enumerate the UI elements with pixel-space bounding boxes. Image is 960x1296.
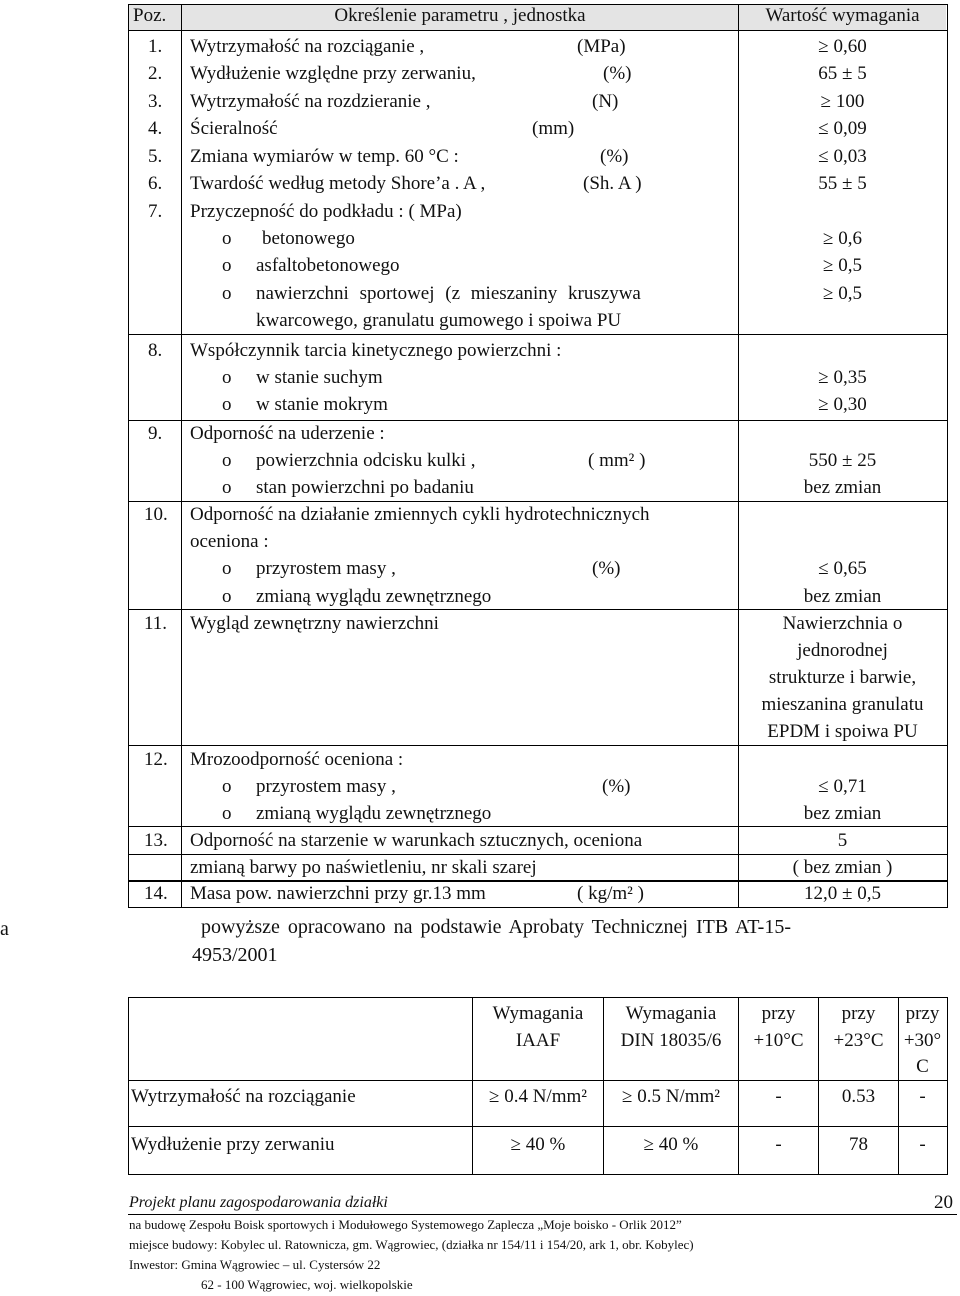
sub-item-unit: (%) (602, 776, 631, 797)
sub-item: w stanie suchym (256, 367, 383, 388)
sub-item: zmianą wyglądu zewnętrznego (256, 586, 492, 607)
row-value: bez zmian (803, 586, 882, 607)
bullet: o (222, 255, 232, 276)
row-label: Wytrzymałość na rozciąganie (131, 1086, 356, 1107)
row-name: Współczynnik tarcia kinetycznego powierzchni : (190, 340, 562, 361)
source-note: powyższe opracowano na podstawie Aprobaty Technicznej ITB AT-15- (201, 916, 791, 938)
row-value: ≤ 0,03 (818, 146, 867, 167)
row-value: ≥ 0,5 (823, 255, 862, 276)
col-header-din-l2: DIN 18035/6 (620, 1030, 722, 1051)
row-name: Ścieralność (190, 118, 278, 139)
row-number: 12. (144, 749, 168, 770)
bullet: o (222, 367, 232, 388)
col-header-30c-l3: C (916, 1056, 929, 1077)
row-value: ≥ 0,35 (818, 367, 867, 388)
col-header-iaaf-l1: Wymagania (492, 1003, 584, 1024)
row-name: Wytrzymałość na rozciąganie , (190, 36, 425, 57)
row-name: Odporność na starzenie w warunkach sztucznych, oceniona (190, 830, 643, 851)
sub-item-unit: (%) (592, 558, 621, 579)
header-param: Określenie parametru , jednostka (334, 5, 586, 26)
row-value: 550 ± 25 (808, 450, 877, 471)
row-number: 7. (148, 201, 163, 222)
sub-item: stan powierzchni po badaniu (256, 477, 474, 498)
cell: 0.53 (841, 1086, 876, 1107)
bullet: o (222, 803, 232, 824)
cell: 78 (849, 1134, 868, 1155)
row-unit: (MPa) (577, 36, 626, 57)
page-number: 20 (934, 1192, 953, 1213)
row-value-line: strukturze i barwie, (768, 667, 917, 688)
bullet: o (222, 477, 232, 498)
row-value: ≤ 0,09 (818, 118, 867, 139)
col-header-23c-l2: +23°C (833, 1030, 884, 1051)
header-pos: Poz. (133, 5, 167, 26)
row-name: Wydłużenie względne przy zerwaniu, (190, 63, 476, 84)
row-number: 6. (148, 173, 163, 194)
source-note-continued: 4953/2001 (192, 944, 278, 966)
row-name: Mrozoodporność oceniona : (190, 749, 404, 770)
row-value: ≤ 0,71 (818, 776, 867, 797)
cell: ≥ 40 % (510, 1134, 566, 1155)
footer-rule (128, 1214, 957, 1215)
sub-item: przyrostem masy , (256, 776, 396, 797)
col-header-30c-l1: przy (905, 1003, 940, 1024)
row-number: 2. (148, 63, 163, 84)
col-header-din-l1: Wymagania (625, 1003, 717, 1024)
bullet: o (222, 394, 232, 415)
sub-item: zmianą wyglądu zewnętrznego (256, 803, 492, 824)
sub-item: betonowego (262, 228, 355, 249)
bullet: o (222, 450, 232, 471)
row-number: 9. (148, 423, 163, 444)
cell: ≥ 40 % (643, 1134, 699, 1155)
col-header-23c-l1: przy (841, 1003, 876, 1024)
row-value-line: jednorodnej (797, 640, 888, 661)
row-value: 55 ± 5 (818, 173, 867, 194)
row-name-continued: zmianą barwy po naświetleniu, nr skali szarej (190, 857, 537, 878)
row-number: 13. (144, 830, 168, 851)
sub-item-continued: kwarcowego, granulatu gumowego i spoiwa PU (256, 310, 622, 331)
row-value: 5 (837, 830, 848, 851)
col-header-10c-l1: przy (761, 1003, 796, 1024)
row-label: Wydłużenie przy zerwaniu (131, 1134, 335, 1155)
cell: - (919, 1086, 926, 1107)
row-name-continued: oceniona : (190, 531, 269, 552)
row-number: 4. (148, 118, 163, 139)
row-unit: (N) (592, 91, 619, 112)
header-value: Wartość wymagania (765, 5, 920, 26)
footer-line: na budowę Zespołu Boisk sportowych i Modułowego Systemowego Zaplecza „Moje boisko - Orlik 2012” (129, 1217, 682, 1232)
col-header-10c-l2: +10°C (753, 1030, 804, 1051)
row-value: ≥ 0,60 (818, 36, 867, 57)
bullet: o (222, 283, 232, 304)
row-value: ≥ 0,6 (823, 228, 862, 249)
bullet: o (222, 558, 232, 579)
sub-item: powierzchnia odcisku kulki , (256, 450, 476, 471)
col-header-30c-l2: +30° (903, 1030, 942, 1051)
row-value: ≤ 0,65 (818, 558, 867, 579)
row-unit: (mm) (532, 118, 575, 139)
sub-item: w stanie mokrym (256, 394, 388, 415)
row-unit: (%) (603, 63, 632, 84)
row-value: ≥ 100 (820, 91, 865, 112)
row-name: Twardość według metody Shore’a . A , (190, 173, 486, 194)
row-number: 5. (148, 146, 163, 167)
col-header-iaaf-l2: IAAF (515, 1030, 561, 1051)
footer-line: miejsce budowy: Kobylec ul. Ratownicza, gm. Wągrowiec, (działka nr 154/11 i 154/20, ark 1, obr. Kobylec) (129, 1237, 694, 1252)
bullet: o (222, 228, 232, 249)
margin-mark: a (0, 918, 9, 940)
bullet: o (222, 776, 232, 797)
bullet: o (222, 586, 232, 607)
row-unit: (%) (600, 146, 629, 167)
row-name: Zmiana wymiarów w temp. 60 °C : (190, 146, 459, 167)
footer-line: 62 - 100 Wągrowiec, woj. wielkopolskie (201, 1277, 413, 1292)
row-name: Odporność na działanie zmiennych cykli hydrotechnicznych (190, 504, 650, 525)
sub-item: asfaltobetonowego (256, 255, 400, 276)
row-value: ≥ 0,30 (818, 394, 867, 415)
cell: - (775, 1086, 782, 1107)
cell: ≥ 0.4 N/mm² (489, 1086, 587, 1107)
row-value: 65 ± 5 (818, 63, 867, 84)
row-name: Odporność na uderzenie : (190, 423, 385, 444)
cell: ≥ 0.5 N/mm² (622, 1086, 720, 1107)
row-value: bez zmian (803, 477, 882, 498)
row-number: 3. (148, 91, 163, 112)
row-number: 1. (148, 36, 163, 57)
row-unit: ( kg/m² ) (577, 883, 644, 904)
cell: - (919, 1134, 926, 1155)
row-number: 8. (148, 340, 163, 361)
cell: - (775, 1134, 782, 1155)
sub-item-unit: ( mm² ) (588, 450, 646, 471)
sub-item: przyrostem masy , (256, 558, 396, 579)
row-name: Przyczepność do podkładu : ( MPa) (190, 201, 462, 222)
row-value-line: mieszanina granulatu (761, 694, 924, 715)
row-value-line: EPDM i spoiwa PU (767, 721, 918, 742)
footer-title: Projekt planu zagospodarowania działki (129, 1194, 388, 1211)
row-unit: (Sh. A ) (583, 173, 642, 194)
row-value: bez zmian (803, 803, 882, 824)
row-value-line: Nawierzchnia o (782, 613, 903, 634)
row-number: 14. (144, 883, 168, 904)
row-number: 10. (144, 504, 168, 525)
row-value: ≥ 0,5 (823, 283, 862, 304)
row-name: Wygląd zewnętrzny nawierzchni (190, 613, 439, 634)
row-value: ( bez zmian ) (792, 857, 893, 878)
footer-line: Inwestor: Gmina Wągrowiec – ul. Cystersów 22 (129, 1257, 381, 1272)
row-value: 12,0 ± 0,5 (804, 883, 881, 904)
row-name: Wytrzymałość na rozdzieranie , (190, 91, 431, 112)
sub-item: nawierzchni sportowej (z mieszaniny kruszywa (256, 283, 641, 304)
row-name: Masa pow. nawierzchni przy gr.13 mm (190, 883, 486, 904)
row-number: 11. (144, 613, 168, 634)
